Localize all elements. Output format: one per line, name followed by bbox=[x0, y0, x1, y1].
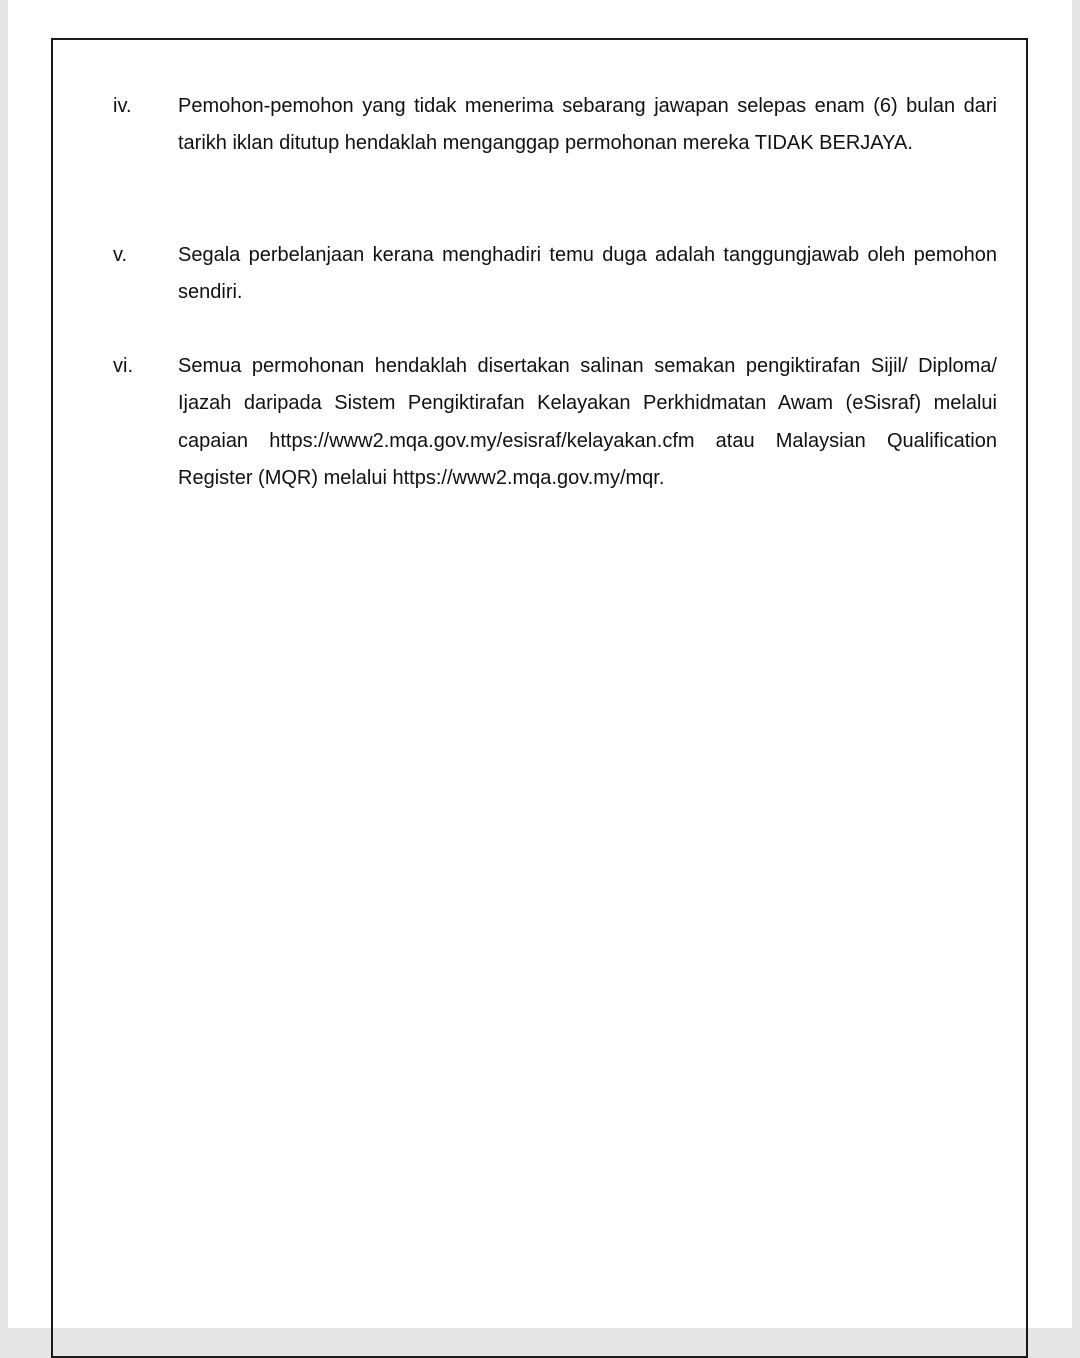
item-number: iv. bbox=[113, 95, 132, 117]
item-number: vi. bbox=[113, 355, 133, 377]
page-border-frame bbox=[51, 38, 1028, 1358]
list-item-iv bbox=[113, 88, 997, 163]
item-text: Pemohon-pemohon yang tidak menerima sebarang jawapan selepas enam (6) bulan dari tarikh iklan ditutup hendaklah menganggap permohonan mereka TIDAK BERJAYA. bbox=[178, 95, 997, 155]
list-item-vi bbox=[113, 348, 997, 497]
document-page bbox=[8, 0, 1072, 1328]
item-text: Semua permohonan hendaklah disertakan salinan semakan pengiktirafan Sijil/ Diploma/ Ijazah daripada Sistem Pengiktirafan Kelayakan Perkhidmatan Awam (eSisraf) melalui capaian https://www2.mqa.gov.my/esisraf/kelayakan.cfm atau Malaysian Qualification Register (MQR) melalui https://www2.mqa.gov.my/mqr. bbox=[178, 355, 997, 489]
item-text: Segala perbelanjaan kerana menghadiri temu duga adalah tanggungjawab oleh pemohon sendiri. bbox=[178, 244, 997, 304]
list-item-v bbox=[113, 237, 997, 312]
item-number: v. bbox=[113, 244, 128, 266]
